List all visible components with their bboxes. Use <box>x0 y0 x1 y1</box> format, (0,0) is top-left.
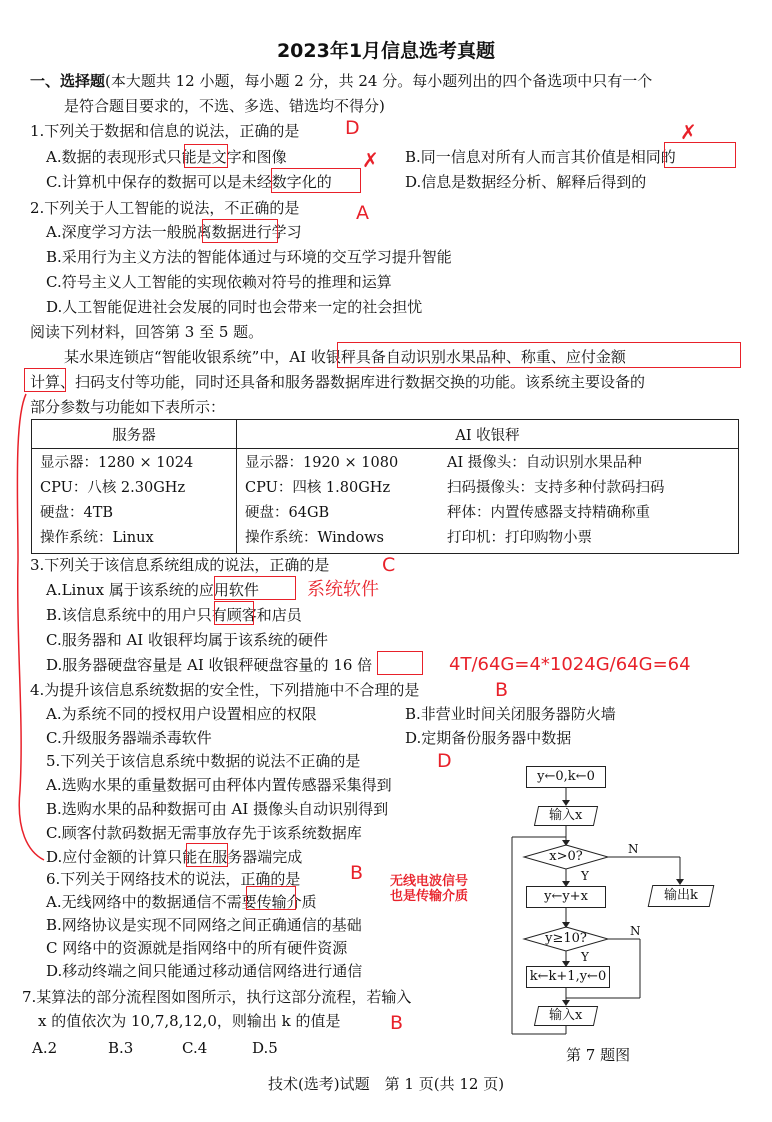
section-line2: 是符合题目要求的，不选、多选、错选均不得分) <box>64 97 385 115</box>
q1-option-b: B.同一信息对所有人而言其价值是相同的 <box>405 148 676 166</box>
q7-option-a: A.2 <box>32 1039 58 1057</box>
q2-option-d: D.人工智能促进社会发展的同时也会带来一定的社会担忧 <box>46 298 423 316</box>
q5-option-a: A.选购水果的重量数据可由秤体内置传感器采集得到 <box>46 776 392 794</box>
table-header-scale: AI 收银秤 <box>237 420 739 449</box>
flowchart-cond-1: x>0? <box>549 849 583 864</box>
section-heading: 一、选择题 <box>30 72 106 90</box>
flowchart-output-label: 输出k <box>664 888 698 903</box>
page-footer: 技术(选考)试题 第 1 页(共 12 页) <box>267 1075 505 1093</box>
q6-option-c: C 网络中的资源就是指网络中的所有硬件资源 <box>46 939 348 957</box>
q7-option-d: D.5 <box>252 1039 278 1057</box>
q2-option-c: C.符号主义人工智能的实现依赖对符号的推理和运算 <box>46 273 392 291</box>
server-spec: 显示器：1280 × 1024 <box>40 455 194 471</box>
section-line1: (本大题共 12 小题，每小题 2 分，共 24 分。每小题列出的四个备选项中只有一个 <box>105 72 653 90</box>
flowchart-op-2: k←k+1,y←0 <box>526 966 610 988</box>
q6-stem: 6.下列关于网络技术的说法，正确的是 <box>46 870 301 888</box>
q7-option-c: C.4 <box>182 1039 208 1057</box>
scale-spec: 秤体：内置传感器支持精确称重 <box>447 505 650 521</box>
reading-para-1: 某水果连锁店“智能收银系统”中，AI 收银秤具备自动识别水果品种、称重、应付金额 <box>64 348 626 366</box>
q1-option-c: C.计算机中保存的数据可以是未经数字化的 <box>46 173 332 191</box>
q5-answer: D <box>437 750 452 772</box>
q2-answer: A <box>356 202 369 224</box>
reading-para-3: 部分参数与功能如下表所示： <box>30 398 226 416</box>
q6-option-b: B.网络协议是实现不同网络之间正确通信的基础 <box>46 916 362 934</box>
q4-option-d: D.定期备份服务器中数据 <box>405 729 572 747</box>
flowchart-output <box>648 885 715 907</box>
q1-option-d: D.信息是数据经分析、解释后得到的 <box>405 173 647 191</box>
flowchart-input-label: 输入x <box>549 808 583 823</box>
q7-option-b: B.3 <box>108 1039 134 1057</box>
q3-note-a: 系统软件 <box>307 579 379 600</box>
flowchart-caption: 第 7 题图 <box>566 1046 631 1064</box>
reading-para-2: 计算、扫码支付等功能，同时还具备和服务器数据库进行数据交换的功能。该系统主要设备的 <box>30 373 646 391</box>
q3-note-d: 4T/64G=4*1024G/64G=64 <box>449 654 691 675</box>
table-header-server: 服务器 <box>32 420 237 449</box>
q3-stem: 3.下列关于该信息系统组成的说法，正确的是 <box>30 556 330 574</box>
q3-option-a: A.Linux 属于该系统的应用软件 <box>46 581 259 599</box>
flowchart-init: y←0,k←0 <box>526 766 606 788</box>
server-spec: 操作系统：Linux <box>40 530 154 546</box>
q7-answer: B <box>390 1012 404 1034</box>
q2-option-a: A.深度学习方法一般脱离数据进行学习 <box>46 223 302 241</box>
q1-mark-c: ✗ <box>362 148 379 172</box>
q5-option-d: D.应付金额的计算只能在服务器端完成 <box>46 848 303 866</box>
q6-option-a: A.无线网络中的数据通信不需要传输介质 <box>46 893 317 911</box>
scale-spec: AI 摄像头：自动识别水果品种 <box>447 455 642 471</box>
server-spec: 硬盘：4TB <box>40 505 114 521</box>
scale-spec: 硬盘：64GB <box>245 505 330 521</box>
reading-intro: 阅读下列材料，回答第 3 至 5 题。 <box>30 323 264 341</box>
flowchart-input-label: 输入x <box>549 1008 583 1023</box>
q4-option-b: B.非营业时间关闭服务器防火墙 <box>405 705 616 723</box>
q1-mark-b: ✗ <box>680 120 697 144</box>
flowchart-yes-1: Y <box>581 869 589 883</box>
server-spec: CPU：八核 2.30GHz <box>40 480 186 496</box>
q5-option-c: C.顾客付款码数据无需事放存先于该系统数据库 <box>46 824 362 842</box>
flowchart-op-1: y←y+x <box>526 886 606 908</box>
q7-stem-line2: x 的值依次为 10,7,8,12,0，则输出 k 的值是 <box>38 1012 341 1030</box>
q7-stem-line1: 7.某算法的部分流程图如图所示，执行这部分流程，若输入 <box>22 988 412 1006</box>
q2-stem: 2.下列关于人工智能的说法，不正确的是 <box>30 199 300 217</box>
scale-spec: 操作系统：Windows <box>245 530 384 546</box>
q1-option-a: A.数据的表现形式只能是文字和图像 <box>46 148 287 166</box>
flowchart-yes-2: Y <box>581 950 589 964</box>
q6-option-d: D.移动终端之间只能通过移动通信网络进行通信 <box>46 962 363 980</box>
flowchart-input-2 <box>534 1006 598 1026</box>
flowchart-cond-2: y≥10? <box>545 931 587 946</box>
q5-stem: 5.下列关于该信息系统中数据的说法不正确的是 <box>46 752 361 770</box>
page-title: 2023年1月信息选考真题 <box>276 40 496 62</box>
q3-answer: C <box>382 554 396 576</box>
scale-spec: 扫码摄像头：支持多种付款码扫码 <box>447 480 665 496</box>
q1-stem: 1.下列关于数据和信息的说法，正确的是 <box>30 122 300 140</box>
scale-spec: CPU：四核 1.80GHz <box>245 480 391 496</box>
q4-option-a: A.为系统不同的授权用户设置相应的权限 <box>46 705 317 723</box>
q6-note-line: 也是传输介质 <box>390 889 469 904</box>
q5-option-b: B.选购水果的品种数据可由 AI 摄像头自动识别得到 <box>46 800 389 818</box>
flowchart-input-1 <box>534 806 598 826</box>
flowchart-no-2: N <box>630 924 641 938</box>
q4-stem: 4.为提升该信息系统数据的安全性，下列措施中不合理的是 <box>30 681 420 699</box>
q4-answer: B <box>495 679 509 701</box>
q3-option-b: B.该信息系统中的用户只有顾客和店员 <box>46 606 302 624</box>
q1-answer: D <box>345 117 360 139</box>
scale-spec: 显示器：1920 × 1080 <box>245 455 399 471</box>
q6-answer: B <box>350 862 364 884</box>
flowchart-no-1: N <box>628 842 639 856</box>
q3-option-c: C.服务器和 AI 收银秤均属于该系统的硬件 <box>46 631 329 649</box>
q2-option-b: B.采用行为主义方法的智能体通过与环境的交互学习提升智能 <box>46 248 452 266</box>
q3-option-d: D.服务器硬盘容量是 AI 收银秤硬盘容量的 16 倍 <box>46 656 373 674</box>
q6-note-line: 无线电波信号 <box>390 874 469 889</box>
scale-spec: 打印机：打印购物小票 <box>447 530 592 546</box>
q4-option-c: C.升级服务器端杀毒软件 <box>46 729 212 747</box>
